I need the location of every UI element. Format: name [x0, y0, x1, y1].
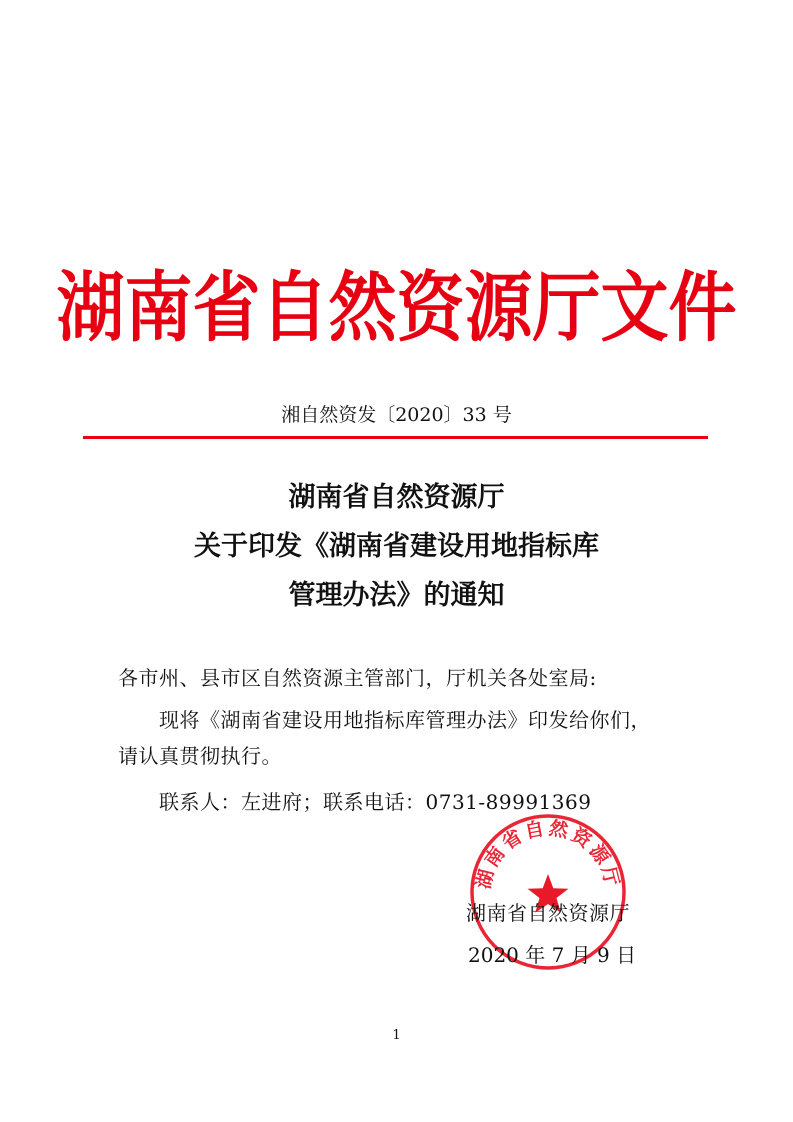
body-paragraph-line-2: 请认真贯彻执行。 — [118, 744, 282, 768]
notice-title-line-1: 湖南省自然资源厅 — [288, 482, 505, 513]
notice-title-line-2: 关于印发《湖南省建设用地指标库 — [194, 531, 599, 562]
red-divider-line — [83, 436, 708, 439]
masthead-title: 湖南省自然资源厅文件 — [56, 263, 737, 353]
recipients-line: 各市州、县市区自然资源主管部门，厅机关各处室局: — [118, 666, 597, 690]
contact-line: 联系人：左进府；联系电话：0731-89991369 — [159, 790, 592, 814]
page-number: 1 — [392, 1028, 401, 1043]
signing-organization: 湖南省自然资源厅 — [466, 901, 630, 925]
notice-title-line-3: 管理办法》的通知 — [288, 580, 505, 611]
svg-text:湖南省自然资源厅: 湖南省自然资源厅 — [472, 817, 624, 892]
signing-date: 2020 年 7 月 9 日 — [468, 943, 637, 967]
body-paragraph-line-1: 现将《湖南省建设用地指标库管理办法》印发给你们， — [159, 708, 651, 732]
document-number: 湘自然资发〔2020〕33 号 — [281, 404, 512, 426]
